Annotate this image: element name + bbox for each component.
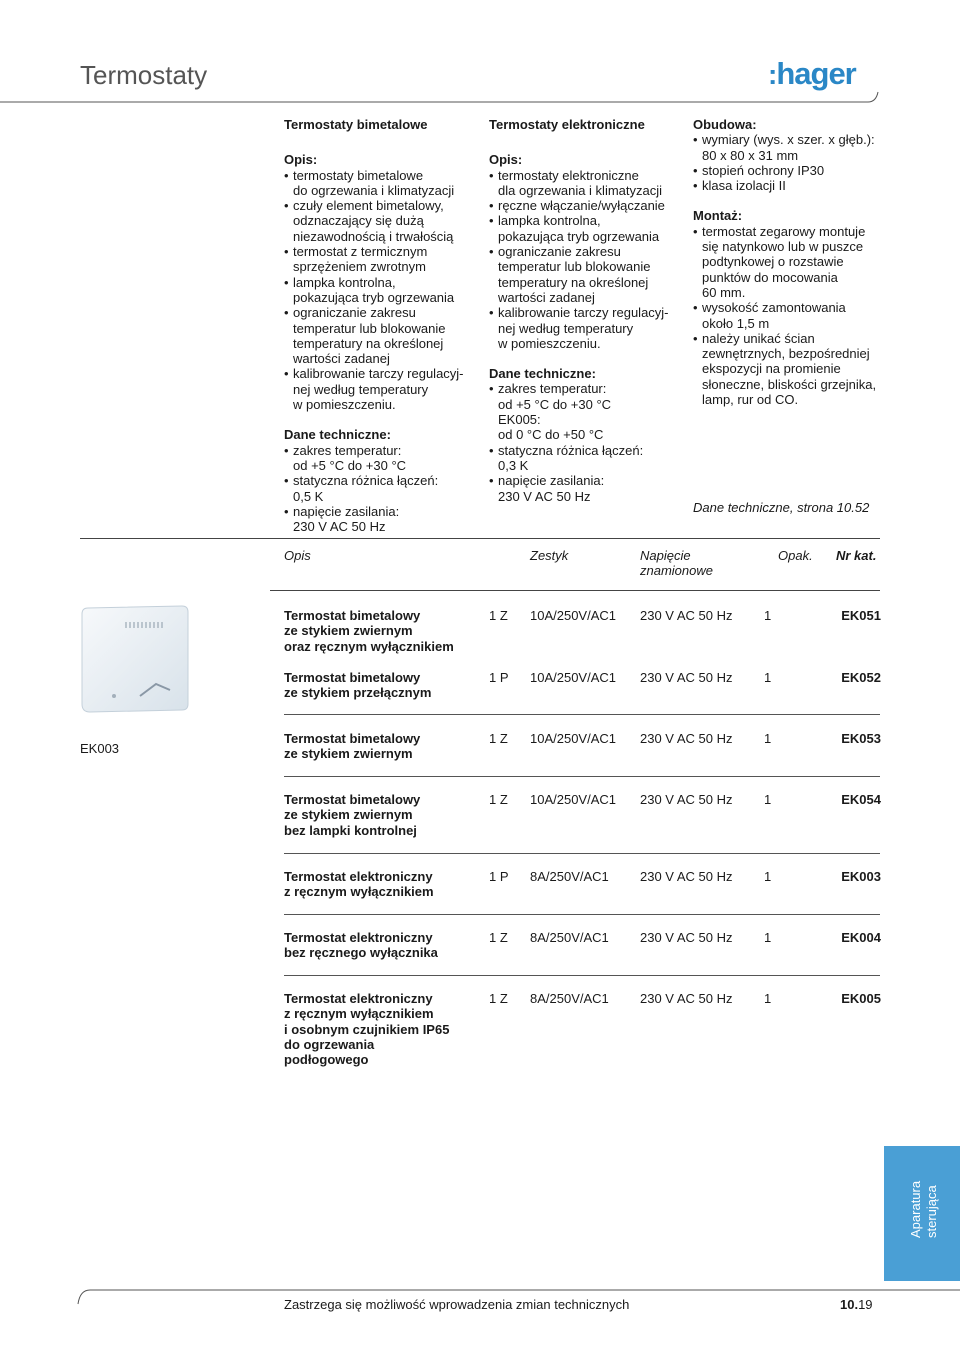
product-name-line: z ręcznym wyłącznikiem xyxy=(284,884,434,900)
dane-label: Dane techniczne: xyxy=(284,427,391,443)
bullet-line: od +5 °C do +30 °C xyxy=(293,457,407,473)
col-header-napiecie-line1: Napięcie xyxy=(640,548,691,563)
product-name xyxy=(284,731,484,762)
product-name-line: Termostat bimetalowy xyxy=(284,670,421,685)
bullet-item xyxy=(693,331,893,407)
bullet-line: 230 V AC 50 Hz xyxy=(498,488,591,504)
column-bimetal xyxy=(284,117,479,534)
catalog-number: EK052 xyxy=(841,670,881,685)
contact-type: 1 Z xyxy=(489,731,508,746)
product-image-label: EK003 xyxy=(80,741,120,756)
product-name-line: i osobnym czujnikiem IP65 xyxy=(284,1021,450,1037)
rated-voltage: 230 V AC 50 Hz xyxy=(640,670,733,685)
pack-quantity: 1 xyxy=(764,608,772,623)
pack-quantity: 1 xyxy=(764,930,772,945)
pack-quantity: 1 xyxy=(764,670,772,685)
product-name xyxy=(284,869,484,900)
bullet-item xyxy=(284,473,479,504)
product-name-line: Termostat elektroniczny xyxy=(284,930,433,945)
bullet-line: zewnętrznych, bezpośredniej xyxy=(702,346,870,362)
bullet-item xyxy=(284,443,479,474)
product-name-line: do ogrzewania xyxy=(284,1036,375,1052)
bullet-item xyxy=(489,213,684,244)
column-housing xyxy=(693,117,893,407)
bullet-line: odznaczający się dużą xyxy=(293,213,424,229)
catalog-number: EK053 xyxy=(841,731,881,746)
bullet-line: • czuły element bimetalowy, xyxy=(293,198,444,214)
bullet-line: od +5 °C do +30 °C xyxy=(498,396,612,412)
bullet-line: EK005: xyxy=(498,412,541,428)
bullet-item xyxy=(693,132,893,163)
table-header-rule xyxy=(270,590,880,591)
bullet-item xyxy=(284,504,479,535)
bullet-line: od 0 °C do +50 °C xyxy=(498,427,604,443)
product-name-line: podłogowego xyxy=(284,1052,369,1068)
product-name-line: ze stykiem zwiernym xyxy=(284,623,413,639)
bullet-line: • stopień ochrony IP30 xyxy=(702,162,825,178)
bullet-line: dla ogrzewania i klimatyzacji xyxy=(498,182,663,198)
row-divider xyxy=(284,914,880,915)
bullet-line: podtynkowej o rozstawie xyxy=(702,254,844,270)
bullet-item xyxy=(284,168,479,199)
bullet-line: punktów do mocowania xyxy=(702,269,838,285)
section-tab-line1: Aparatura xyxy=(908,1180,923,1238)
row-divider xyxy=(284,714,880,715)
bullet-line: temperatur lub blokowanie xyxy=(293,320,446,336)
header-rule xyxy=(0,0,960,110)
bullet-line: • statyczna różnica łączeń: xyxy=(498,442,644,458)
montaz-list xyxy=(693,224,893,408)
product-name-line: ze stykiem przełącznym xyxy=(284,685,432,701)
bullet-item xyxy=(489,168,684,199)
product-name-line: Termostat elektroniczny xyxy=(284,869,433,884)
rated-voltage: 230 V AC 50 Hz xyxy=(640,731,733,746)
contact-rating: 10A/250V/AC1 xyxy=(530,792,617,807)
dane-list-electronic xyxy=(489,381,684,503)
bullet-item xyxy=(489,244,684,305)
pack-quantity: 1 xyxy=(764,792,772,807)
page-number xyxy=(840,1297,873,1312)
product-name-line: ze stykiem zwiernym xyxy=(284,746,413,762)
bullet-line: temperatury na określonej xyxy=(293,335,444,351)
bullet-line: ekspozycji na promienie xyxy=(702,361,841,377)
bullet-line: • termostat z termicznym xyxy=(293,244,428,260)
bullet-line: w pomieszczeniu. xyxy=(498,335,601,351)
bullet-item xyxy=(489,305,684,351)
bullet-line: około 1,5 m xyxy=(702,315,770,331)
product-name xyxy=(284,930,484,961)
row-divider xyxy=(284,975,880,976)
bullet-line: • zakres temperatur: xyxy=(293,442,402,458)
bullet-line: wartości zadanej xyxy=(293,351,390,367)
bullet-line: • termostat zegarowy montuje xyxy=(702,223,866,239)
product-name xyxy=(284,991,484,1067)
bullet-line: • klasa izolacji II xyxy=(702,178,786,194)
obudowa-list xyxy=(693,132,893,193)
col-header-nr-kat: Nr kat. xyxy=(836,548,877,563)
bullet-item xyxy=(693,224,893,300)
rated-voltage: 230 V AC 50 Hz xyxy=(640,608,733,623)
bullet-line: sprzężeniem zwrotnym xyxy=(293,259,426,275)
dane-list-bimetal xyxy=(284,443,479,535)
col-header-zestyk: Zestyk xyxy=(530,548,569,563)
catalog-number: EK005 xyxy=(841,991,881,1006)
row-divider xyxy=(284,853,880,854)
contact-type: 1 Z xyxy=(489,792,508,807)
column-electronic xyxy=(489,117,684,504)
bullet-line: do ogrzewania i klimatyzacji xyxy=(293,182,455,198)
bullet-item xyxy=(284,198,479,244)
bullet-item xyxy=(284,275,479,306)
bullet-line: • ręczne włączanie/wyłączanie xyxy=(498,198,665,214)
page-title: Termostaty xyxy=(80,60,208,90)
section-tab xyxy=(884,1146,960,1281)
bullet-line: • termostaty bimetalowe xyxy=(293,167,424,183)
product-name-line: z ręcznym wyłącznikiem xyxy=(284,1006,434,1022)
product-name xyxy=(284,608,484,654)
bullet-line: • należy unikać ścian xyxy=(702,330,815,346)
contact-rating: 8A/250V/AC1 xyxy=(530,930,609,945)
bullet-line: • kalibrowanie tarczy regulacyj- xyxy=(498,305,669,321)
bullet-line: • ograniczanie zakresu xyxy=(498,244,621,260)
bullet-line: w pomieszczeniu. xyxy=(293,397,396,413)
bullet-line: • ograniczanie zakresu xyxy=(293,305,416,321)
product-name-line: Termostat bimetalowy xyxy=(284,608,421,623)
heading-bimetal: Termostaty bimetalowe xyxy=(284,117,428,132)
bullet-line: temperatury na określonej xyxy=(498,274,649,290)
bullet-line: • kalibrowanie tarczy regulacyj- xyxy=(293,366,464,382)
bullet-item xyxy=(693,163,893,178)
bullet-line: • lampka kontrolna, xyxy=(498,213,601,229)
contact-rating: 10A/250V/AC1 xyxy=(530,608,617,623)
footer-note: Zastrzega się możliwość wprowadzenia zmian technicznych xyxy=(284,1297,630,1312)
contact-rating: 8A/250V/AC1 xyxy=(530,869,609,884)
bullet-line: 60 mm. xyxy=(702,284,746,300)
col-header-opak: Opak. xyxy=(778,548,813,563)
product-name-line: Termostat bimetalowy xyxy=(284,792,421,807)
logo-text: hager xyxy=(776,56,856,91)
bullet-line: 0,3 K xyxy=(498,457,529,473)
col-header-napiecie xyxy=(640,548,713,579)
row-divider xyxy=(284,776,880,777)
bullet-line: 0,5 K xyxy=(293,488,324,504)
bullet-item xyxy=(284,305,479,366)
pack-quantity: 1 xyxy=(764,731,772,746)
bullet-line: pokazująca tryb ogrzewania xyxy=(498,228,660,244)
bullet-item xyxy=(284,244,479,275)
thermostat-product-image xyxy=(78,604,190,716)
col-header-opis: Opis xyxy=(284,548,311,563)
logo-colon-mark: : xyxy=(768,59,777,90)
bullet-line: • statyczna różnica łączeń: xyxy=(293,473,439,489)
product-name-line: ze stykiem zwiernym xyxy=(284,807,413,823)
product-name xyxy=(284,670,484,701)
dane-label: Dane techniczne: xyxy=(489,366,596,382)
hager-logo xyxy=(768,56,856,92)
bullet-item xyxy=(489,198,684,213)
bullet-line: • wysokość zamontowania xyxy=(702,300,846,316)
bullet-item xyxy=(693,178,893,193)
bullet-line: • lampka kontrolna, xyxy=(293,274,396,290)
bullet-line: 230 V AC 50 Hz xyxy=(293,519,386,535)
bullet-line: się natynkowo lub w puszce xyxy=(702,239,864,255)
datasheet-reference: Dane techniczne, strona 10.52 xyxy=(693,500,870,515)
catalog-number: EK003 xyxy=(841,869,881,884)
bullet-line: • zakres temperatur: xyxy=(498,381,607,397)
catalog-number: EK004 xyxy=(841,930,881,945)
bullet-item xyxy=(284,366,479,412)
contact-type: 1 Z xyxy=(489,991,508,1006)
contact-type: 1 Z xyxy=(489,930,508,945)
bullet-line: pokazująca tryb ogrzewania xyxy=(293,289,455,305)
contact-type: 1 P xyxy=(489,670,509,685)
product-name xyxy=(284,792,484,838)
bullet-line: • wymiary (wys. x szer. x głęb.): xyxy=(702,132,875,148)
heading-electronic: Termostaty elektroniczne xyxy=(489,117,645,132)
bullet-line: nej według temperatury xyxy=(293,381,429,397)
bullet-line: słoneczne, bliskości grzejnika, xyxy=(702,376,877,392)
catalog-number: EK051 xyxy=(841,608,881,623)
contact-rating: 10A/250V/AC1 xyxy=(530,731,617,746)
contact-rating: 10A/250V/AC1 xyxy=(530,670,617,685)
pack-quantity: 1 xyxy=(764,869,772,884)
rated-voltage: 230 V AC 50 Hz xyxy=(640,991,733,1006)
col-header-napiecie-line2: znamionowe xyxy=(640,563,713,579)
product-name-line: bez ręcznego wyłącznika xyxy=(284,945,438,961)
bullet-item xyxy=(489,443,684,474)
bullet-line: nej według temperatury xyxy=(498,320,634,336)
rated-voltage: 230 V AC 50 Hz xyxy=(640,792,733,807)
bullet-line: • napięcie zasilania: xyxy=(498,473,605,489)
section-tab-line2: sterująca xyxy=(924,1185,939,1238)
bullet-item xyxy=(693,300,893,331)
bullet-line: • termostaty elektroniczne xyxy=(498,167,639,183)
obudowa-label: Obudowa: xyxy=(693,117,757,132)
table-top-rule xyxy=(80,538,880,539)
bullet-line: niezawodnością i trwałością xyxy=(293,228,454,244)
product-name-line: oraz ręcznym wyłącznikiem xyxy=(284,638,454,654)
product-name-line: Termostat bimetalowy xyxy=(284,731,421,746)
montaz-label: Montaż: xyxy=(693,208,743,224)
opis-label: Opis: xyxy=(489,152,523,168)
opis-list-electronic xyxy=(489,168,684,352)
bullet-line: temperatur lub blokowanie xyxy=(498,259,651,275)
opis-label: Opis: xyxy=(284,152,318,168)
bullet-line: wartości zadanej xyxy=(498,289,595,305)
contact-rating: 8A/250V/AC1 xyxy=(530,991,609,1006)
page-number-page: 19 xyxy=(858,1297,873,1312)
opis-list-bimetal xyxy=(284,168,479,413)
contact-type: 1 Z xyxy=(489,608,508,623)
product-name-line: Termostat elektroniczny xyxy=(284,991,433,1006)
page-number-chapter: 10. xyxy=(840,1297,859,1312)
rated-voltage: 230 V AC 50 Hz xyxy=(640,930,733,945)
bullet-item xyxy=(489,381,684,442)
rated-voltage: 230 V AC 50 Hz xyxy=(640,869,733,884)
bullet-line: lamp, rur od CO. xyxy=(702,392,799,408)
pack-quantity: 1 xyxy=(764,991,772,1006)
bullet-item xyxy=(489,473,684,504)
catalog-number: EK054 xyxy=(841,792,881,807)
bullet-line: • napięcie zasilania: xyxy=(293,503,400,519)
bullet-line: 80 x 80 x 31 mm xyxy=(702,147,799,163)
product-name-line: bez lampki kontrolnej xyxy=(284,822,417,838)
contact-type: 1 P xyxy=(489,869,509,884)
